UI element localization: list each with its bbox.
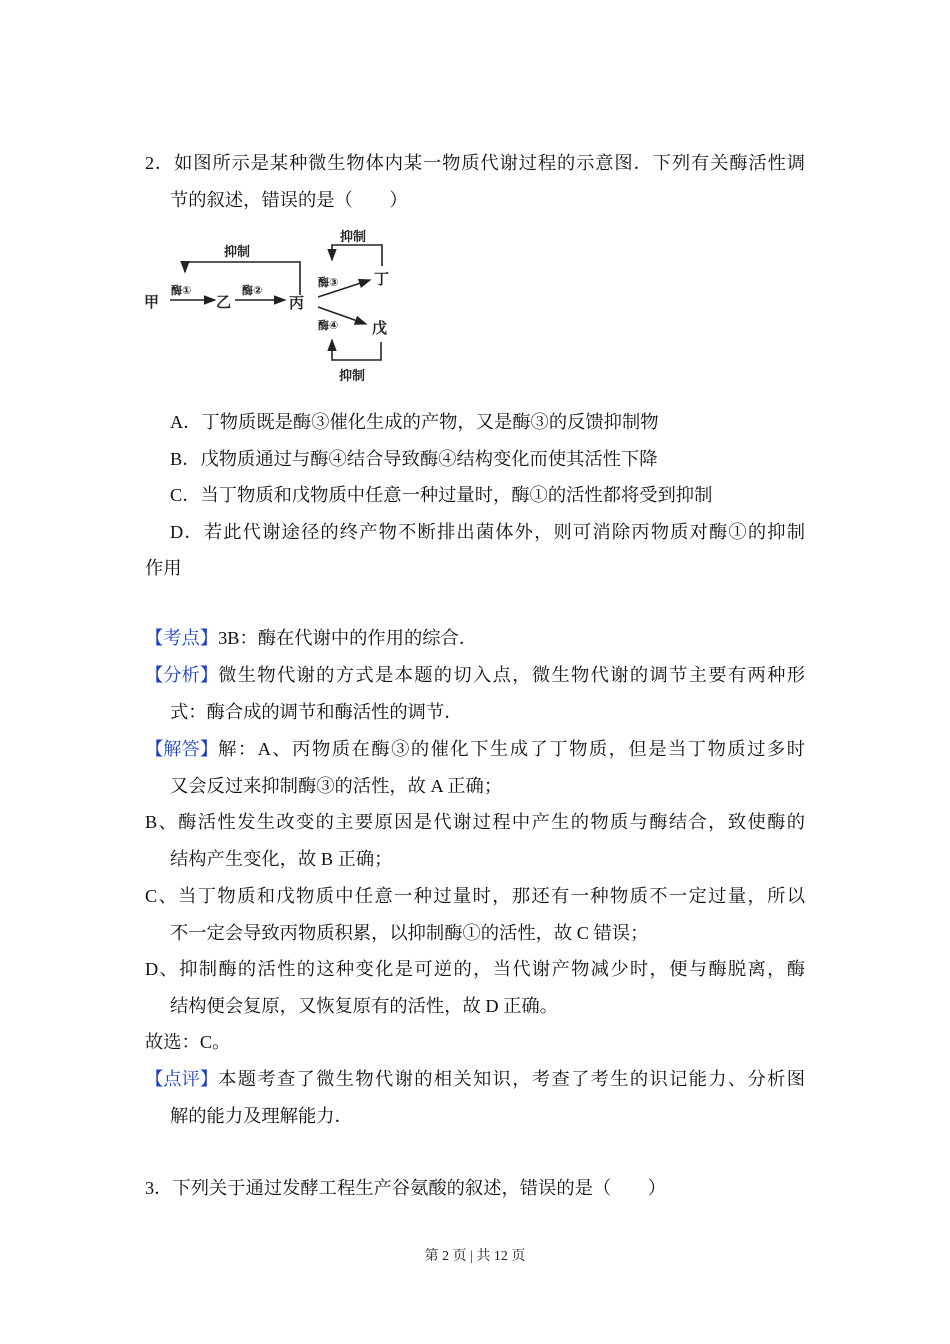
kaodian-line [145,626,477,650]
label-inhibit-top: 抑制 [224,245,251,260]
dianping-text-2: 解的能力及理解能力． [170,1106,353,1126]
page-footer: 第 2 页 | 共 12 页 [424,1249,526,1264]
option-b: B．戊物质通过与酶④结合导致酶④结构变化而使其活性下降 [170,449,658,469]
jieda-text-6: 不一定会导致丙物质积累，以抑制酶①的活性，故 C 错误； [170,923,649,943]
label-inhibit-wu: 抑制 [339,369,366,384]
label-enzyme2: 酶② [242,284,263,297]
metabolic-pathway-diagram [140,220,400,390]
inhibit-arrow-enzyme4 [332,340,381,360]
dianping-tag: 【点评】 [145,1069,219,1089]
substance-bing: 丙 [289,294,305,312]
label-enzyme3: 酶③ [318,276,339,289]
jieda-tag: 【解答】 [145,739,219,759]
question-2-stem-line-2: 节的叙述，错误的是（ ） [170,190,408,210]
jieda-text-4: 结构产生变化，故 B 正确； [170,849,393,869]
fenxi-text-2: 式：酶合成的调节和酶活性的调节． [170,702,463,722]
jieda-text-8: 结构便会复原，又恢复原有的活性，故 D 正确。 [170,996,558,1016]
option-d: D．若此代谢途径的终产物不断排出菌体外，则可消除丙物质对酶①的抑制 [170,522,805,542]
fenxi-tag: 【分析】 [145,665,219,685]
jieda-line [145,737,805,761]
question-3-stem: 3．下列关于通过发酵工程生产谷氨酸的叙述，错误的是（ ） [145,1178,667,1198]
dianping-text-1: 本题考查了微生物代谢的相关知识，考查了考生的识记能力、分析图 [218,1069,805,1089]
option-d-continued: 作用 [145,558,182,578]
jieda-text-3: B、酶活性发生改变的主要原因是代谢过程中产生的物质与酶结合，致使酶的 [145,812,805,832]
answer: 故选：C。 [145,1032,231,1052]
kaodian-tag: 【考点】 [145,628,219,648]
substance-ding: 丁 [374,270,390,288]
label-enzyme1: 酶① [171,284,192,297]
jieda-text-5: C、当丁物质和戊物质中任意一种过量时，那还有一种物质不一定过量，所以 [145,886,805,906]
substance-jia: 甲 [144,293,160,311]
dianping-line [145,1067,805,1091]
substance-wu: 戊 [372,319,388,337]
substance-yi: 乙 [216,293,232,311]
jieda-text-7: D、抑制酶的活性的这种变化是可逆的，当代谢产物减少时，便与酶脱离，酶 [145,959,805,979]
label-inhibit-ding: 抑制 [340,230,367,245]
jieda-text-1: 解：A、丙物质在酶③的催化下生成了丁物质，但是当丁物质过多时 [218,739,805,759]
fenxi-line [145,663,805,687]
kaodian-text: 3B：酶在代谢中的作用的综合． [218,628,478,648]
question-2-stem-line-1: 2．如图所示是某种微生物体内某一物质代谢过程的示意图．下列有关酶活性调 [145,153,805,173]
fenxi-text-1: 微生物代谢的方式是本题的切入点，微生物代谢的调节主要有两种形 [218,665,805,685]
option-c: C．当丁物质和戊物质中任意一种过量时，酶①的活性都将受到抑制 [170,485,713,505]
jieda-text-2: 又会反过来抑制酶③的活性，故 A 正确； [170,776,503,796]
label-enzyme4: 酶④ [318,319,339,332]
option-a: A．丁物质既是酶③催化生成的产物，又是酶③的反馈抑制物 [170,412,659,432]
inhibit-arrow-enzyme3 [332,245,382,266]
